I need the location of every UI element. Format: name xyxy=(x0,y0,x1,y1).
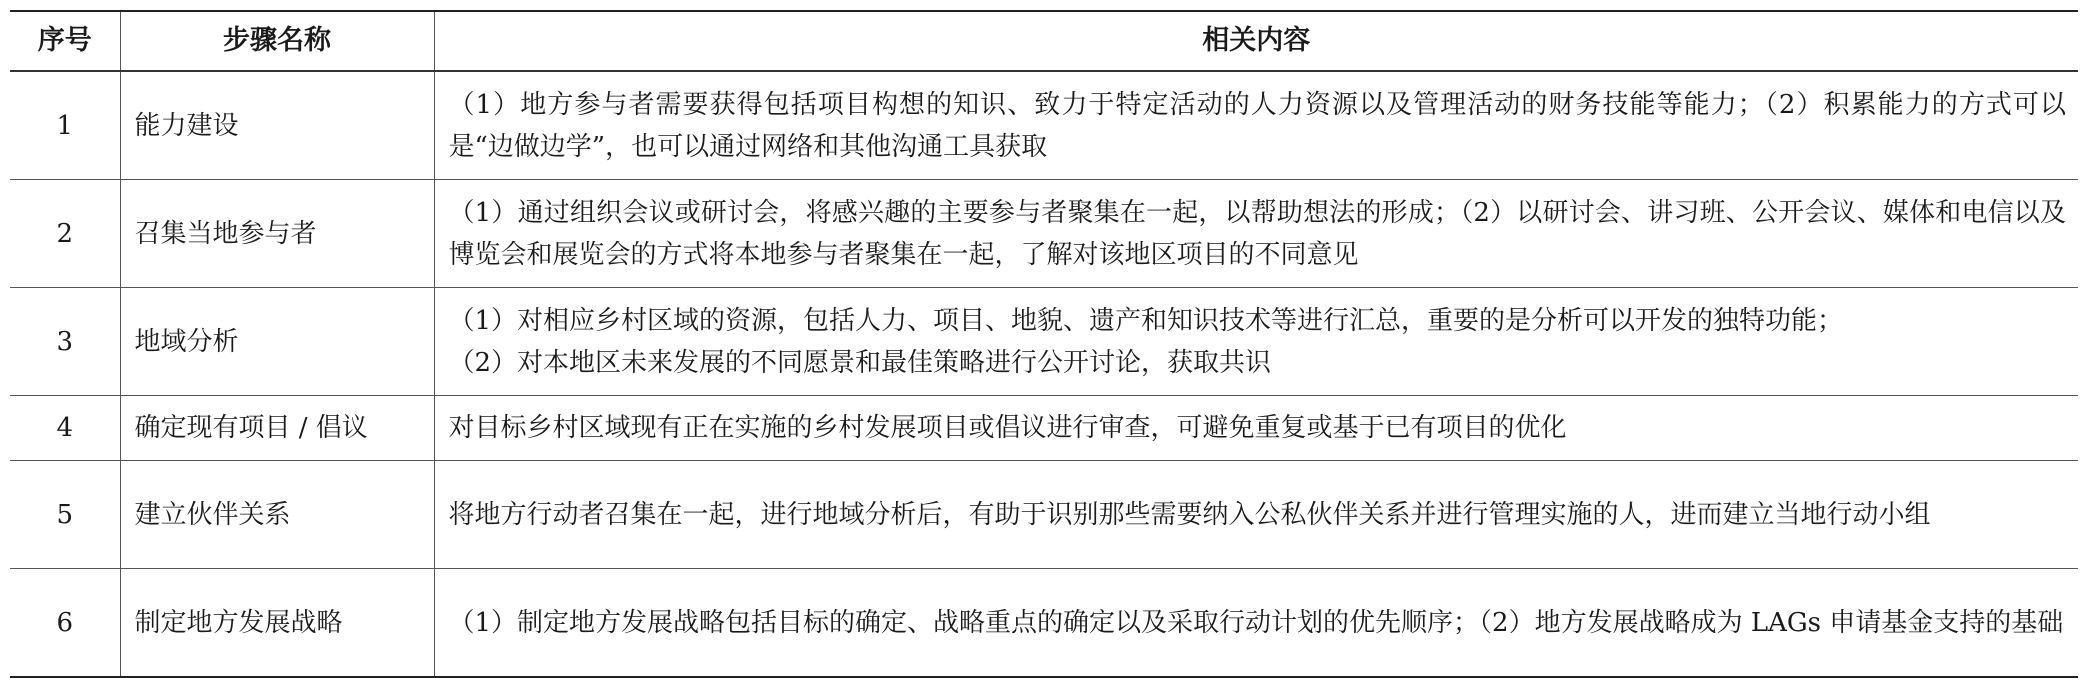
row-content: 对目标乡村区域现有正在实施的乡村发展项目或倡议进行审查，可避免重复或基于已有项目的优化 xyxy=(434,396,2078,461)
row-content: （1）地方参与者需要获得包括项目构想的知识、致力于特定活动的人力资源以及管理活动的财务技能等能力；（2）积累能力的方式可以是“边做边学”，也可以通过网络和其他沟通工具获取 xyxy=(434,71,2078,180)
row-index: 3 xyxy=(10,288,120,396)
row-index: 1 xyxy=(10,71,120,180)
row-index: 6 xyxy=(10,569,120,678)
header-index: 序号 xyxy=(10,11,120,71)
table-row xyxy=(10,71,2078,180)
header-content: 相关内容 xyxy=(434,11,2078,71)
row-content-line-2: （2）对本地区未来发展的不同愿景和最佳策略进行公开讨论，获取共识 xyxy=(448,347,1272,378)
header-step-name: 步骤名称 xyxy=(120,11,434,71)
row-content-line-1: （1）对相应乡村区域的资源，包括人力、项目、地貌、遗产和知识技术等进行汇总，重要的是分析可以开发的独特功能； xyxy=(448,305,1844,336)
row-step-name: 地域分析 xyxy=(120,288,434,396)
row-content xyxy=(434,288,2078,396)
row-index: 2 xyxy=(10,180,120,288)
row-content: （1）制定地方发展战略包括目标的确定、战略重点的确定以及采取行动计划的优先顺序；（2）地方发展战略成为 LAGs 申请基金支持的基础 xyxy=(434,569,2078,678)
row-index: 4 xyxy=(10,396,120,461)
row-step-name: 制定地方发展战略 xyxy=(120,569,434,678)
table-row xyxy=(10,288,2078,396)
row-index: 5 xyxy=(10,461,120,569)
row-step-name: 建立伙伴关系 xyxy=(120,461,434,569)
table-row xyxy=(10,396,2078,461)
row-content: 将地方行动者召集在一起，进行地域分析后，有助于识别那些需要纳入公私伙伴关系并进行管理实施的人，进而建立当地行动小组 xyxy=(434,461,2078,569)
table-row xyxy=(10,569,2078,678)
table-row xyxy=(10,180,2078,288)
steps-table xyxy=(10,10,2078,678)
row-step-name: 召集当地参与者 xyxy=(120,180,434,288)
row-step-name: 确定现有项目 / 倡议 xyxy=(120,396,434,461)
row-step-name: 能力建设 xyxy=(120,71,434,180)
table-header-row xyxy=(10,11,2078,71)
row-content: （1）通过组织会议或研讨会，将感兴趣的主要参与者聚集在一起，以帮助想法的形成；（2）以研讨会、讲习班、公开会议、媒体和电信以及博览会和展览会的方式将本地参与者聚集在一起，了解对该地区项目的不同意见 xyxy=(434,180,2078,288)
table-row xyxy=(10,461,2078,569)
